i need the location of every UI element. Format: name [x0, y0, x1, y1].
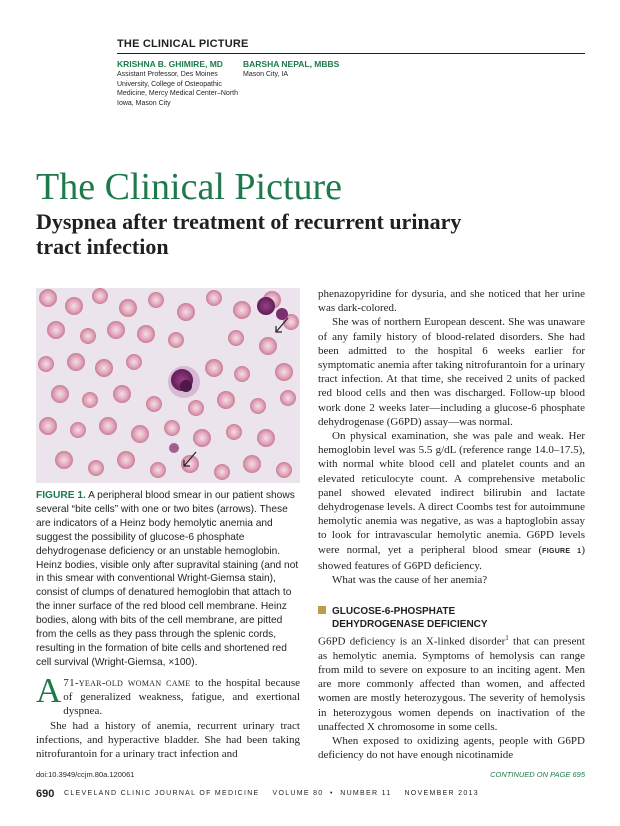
lead-in: 71-year-old woman came	[63, 677, 191, 689]
paragraph	[318, 631, 585, 734]
paragraph: She was of northern European descent. She was unaware of any family history of blood-related disorders. She had been admitted to the hospital 6 weeks earlier for symptomatic anemia after taking nitrofurantoin for a urinary tract infection. At that time, she received 2 units of packed red blood cells and then was discharged. Follow-up blood work done 2 weeks later—including a glucose-6 phosphate dehydrogenase (G6PD) assay—was normal.	[318, 316, 585, 428]
body-column-right-lower	[318, 631, 585, 762]
paragraph-text: to the hospital because of generalized weakness, fatigue, and exertional dyspnea.	[63, 677, 300, 718]
header-rule	[117, 53, 585, 54]
drop-cap: A	[36, 671, 62, 710]
body-column-left	[36, 671, 300, 761]
blood-smear-figure	[36, 288, 300, 483]
section-label: THE CLINICAL PICTURE	[117, 38, 249, 50]
body-column-right	[318, 287, 585, 587]
doi: doi:10.3949/ccjm.80a.120061	[36, 770, 135, 779]
article-subtitle: Dyspnea after treatment of recurrent urinary tract infection	[36, 209, 462, 259]
author-affiliation: Mason City, IA	[243, 71, 288, 78]
page-number: 690	[36, 788, 55, 800]
paragraph: When exposed to oxidizing agents, people with G6PD deficiency do not have enough nicotinamide	[318, 735, 585, 762]
author-block-1	[117, 59, 242, 108]
paragraph: What was the cause of her anemia?	[332, 574, 488, 587]
journal-footer: CLEVELAND CLINIC JOURNAL OF MEDICINE VOLUME 80 • NUMBER 11 NOVEMBER 2013	[64, 790, 479, 797]
figure-label: FIGURE 1.	[36, 490, 86, 501]
caption-text: A peripheral blood smear in our patient shows several “bite cells” with one or two bites (arrows). These are indicators of a Heinz body hemolytic anemia and suggest the possibility of glucose-6 phosphate dehydrogenase deficiency or an unstable hemoglobin. Heinz bodies, visible only after supravital staining (and not in this smear with conventional Wright-Giemsa stain), consist of clumps of denatured hemoglobin that attach to the inner surface of the red blood cell membrane. Heinz bodies, along with bits of the cell membrane, are pitted from the cells as they pass through the splenic cords, resulting in the formation of bite cells and shortened red cell survival (Wright-Giemsa, ×100).	[36, 490, 299, 668]
figure-caption	[36, 489, 300, 670]
author-affiliation: Assistant Professor, Des Moines University, College of Osteopathic Medicine, Mercy Medical Center–North Iowa, Mason City	[117, 71, 238, 107]
continued-note: CONTINUED ON PAGE 695	[490, 770, 585, 779]
figure-reference-link[interactable]: FIGURE 1	[542, 547, 582, 555]
heading-line-2: DEHYDROGENASE DEFICIENCY	[332, 619, 488, 630]
paragraph	[36, 671, 300, 719]
article-title: The Clinical Picture	[36, 166, 343, 208]
section-heading	[318, 605, 585, 631]
author-name: KRISHNA B. GHIMIRE, MD	[117, 59, 223, 69]
blood-smear-image	[36, 288, 300, 483]
paragraph	[318, 429, 585, 573]
paragraph-text: that can present as hemolytic anemia. Symptoms of hemolysis can range from mild to severe on exposure to an inciting agent. Men are more commonly affected than women, and affected women are mostly heterozygous. The severity of hemolysis in heterozygous women depends on inactivation of the unaffected X chromosome in some cells.	[318, 635, 585, 733]
author-block-2	[243, 59, 363, 80]
reference-superscript: 1	[505, 634, 509, 642]
paragraph-text: G6PD deficiency is an X-linked disorder	[318, 635, 506, 648]
heading-line-1: GLUCOSE-6-PHOSPHATE	[332, 606, 456, 617]
paragraph: She had a history of anemia, recurrent urinary tract infections, and hyperactive bladder. She had been taking nitrofurantoin for a urinary tract infection and	[36, 719, 300, 761]
paragraph-text: On physical examination, she was pale and weak. Her hemoglobin level was 5.5 g/dL (reference range 14.0–17.5), with normal white blood cell and platelet counts and an elevated reticulocyte count. A comprehensive metabolic panel showed elevated indirect bilirubin and lactate dehydrogenase levels. A direct Coombs test for autoimmune hemolytic anemia was negative, as was a haptoglobin assay to look for intravascular hemolytic anemia. G6PD levels were normal, yet a peripheral blood smear (	[318, 430, 585, 556]
author-name: BARSHA NEPAL, MBBS	[243, 59, 340, 69]
paragraph: phenazopyridine for dysuria, and she noticed that her urine was dark-colored.	[318, 288, 585, 315]
heading-square-icon	[318, 606, 326, 614]
paragraph-text: ) showed features of G6PD deficiency.	[318, 543, 586, 572]
